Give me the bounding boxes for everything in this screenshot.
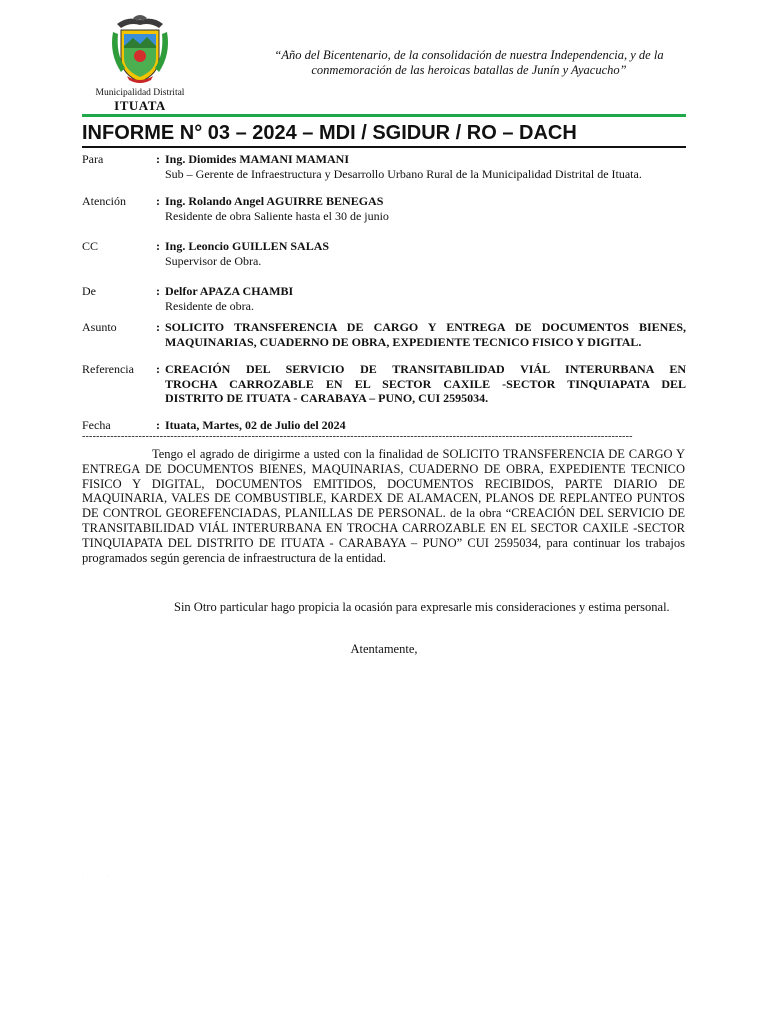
field-fecha-label: Fecha: [82, 418, 111, 432]
municipal-crest-icon: [107, 10, 173, 86]
field-fecha-date: Ituata, Martes, 02 de Julio del 2024: [165, 418, 346, 432]
motto-line-1: “Año del Bicentenario, de la consolidación de nuestra Independencia, y de la: [274, 48, 664, 62]
regards-text: Atentamente,: [350, 642, 418, 656]
field-referencia-line-3: DISTRITO DE ITUATA - CARABAYA – PUNO, CUI 2595034.: [165, 391, 489, 405]
field-de-role: Residente de obra.: [165, 298, 254, 313]
footer-mark-2: ·: [107, 874, 109, 878]
field-atencion-role: Residente de obra Saliente hasta el 30 de junio: [165, 208, 389, 223]
field-de-colon: :: [156, 284, 160, 298]
field-atencion-label: Atención: [82, 194, 126, 208]
field-para-name: Ing. Diomides MAMANI MAMANI: [165, 152, 349, 166]
document-title: INFORME N° 03 – 2024 – MDI / SGIDUR / RO – DACH: [82, 122, 577, 144]
body-paragraph: Tengo el agrado de dirigirme a usted con la finalidad de SOLICITO TRANSFERENCIA DE CARGO Y ENTREGA DE DOCUMENTOS BIENES, MAQUINARIAS, CUADERNO DE OBRA, EXPEDIENTE TECNICO FISICO Y DIGITAL, DOCUMENTOS EMITIDOS, DOCUMENTOS RECIBIDOS, PARTE DIARIO DE MAQUINARIA, VALES DE COMBUSTIBLE, KARDEX DE ALAMACEN, PLANOS DE REPLANTEO PUNTOS DE CONTROL GEOREFENCIADAS, PLANILLAS DE PERSONAL. de la obra “CREACIÓN DEL SERVICIO DE TRANSITABILIDAD VIÁL INTERURBANA EN TROCHA CARROZABLE EN EL SECTOR CAXILE -SECTOR TINQUIAPATA DEL DISTRITO DE ITUATA - CARABAYA – PUNO” CUI 2595034, para continuar los trabajos programados según gerencia de infraestructura de la entidad.: [82, 447, 685, 565]
field-de-name: Delfor APAZA CHAMBI: [165, 284, 294, 298]
field-para-label: Para: [82, 152, 104, 166]
title-underline: [82, 146, 686, 148]
motto: [262, 48, 676, 78]
field-asunto-line-1: SOLICITO TRANSFERENCIA DE CARGO Y ENTREGA DE DOCUMENTOS BIENES,: [165, 320, 686, 334]
field-cc-value: [165, 239, 686, 268]
field-asunto-line-2: MAQUINARIAS, CUADERNO DE OBRA, EXPEDIENTE TECNICO FISICO Y DIGITAL.: [165, 334, 642, 349]
field-referencia-line-1: CREACIÓN DEL SERVICIO DE TRANSITABILIDAD VIÁL INTERURBANA EN: [165, 362, 686, 376]
closing-paragraph: Sin Otro particular hago propicia la ocasión para expresarle mis consideraciones y estima personal.: [174, 600, 670, 614]
field-referencia-label: Referencia: [82, 362, 134, 376]
field-asunto-label: Asunto: [82, 320, 117, 334]
field-para-colon: :: [156, 152, 160, 166]
field-atencion-value: [165, 194, 686, 223]
dashed-separator: ------------------------------------------------------------------------------------------------------------------------------------------------------------: [82, 432, 633, 442]
green-divider: [82, 114, 686, 117]
field-asunto-value: [165, 320, 686, 349]
field-de-label: De: [82, 284, 96, 298]
municipality-name: ITUATA: [114, 98, 166, 113]
field-para-value: [165, 152, 686, 181]
field-cc-name: Ing. Leoncio GUILLEN SALAS: [165, 239, 330, 253]
field-cc-label: CC: [82, 239, 99, 253]
field-referencia-line-2: TROCHA CARROZABLE EN EL SECTOR CAXILE -SECTOR TINQUIAPATA DEL: [165, 376, 686, 391]
field-referencia-value: [165, 362, 686, 406]
field-cc-colon: :: [156, 239, 160, 253]
motto-line-2: conmemoración de las heroicas batallas de Junín y Ayacucho”: [311, 63, 627, 77]
field-asunto-colon: :: [156, 320, 160, 334]
footer-mark-1: ·: [82, 874, 83, 878]
municipality-label: Municipalidad Distrital: [95, 88, 185, 98]
field-fecha-colon: :: [156, 418, 160, 432]
municipal-crest-block: [88, 10, 192, 113]
field-para-role: Sub – Gerente de Infraestructura y Desarrollo Urbano Rural de la Municipalidad Distrital de Ituata.: [165, 166, 642, 181]
field-cc-role: Supervisor de Obra.: [165, 253, 262, 268]
field-referencia-colon: :: [156, 362, 160, 376]
field-atencion-colon: :: [156, 194, 160, 208]
field-atencion-name: Ing. Rolando Angel AGUIRRE BENEGAS: [165, 194, 384, 208]
footer-marks: [82, 874, 133, 878]
field-fecha-value: [165, 418, 686, 433]
field-de-value: [165, 284, 686, 313]
